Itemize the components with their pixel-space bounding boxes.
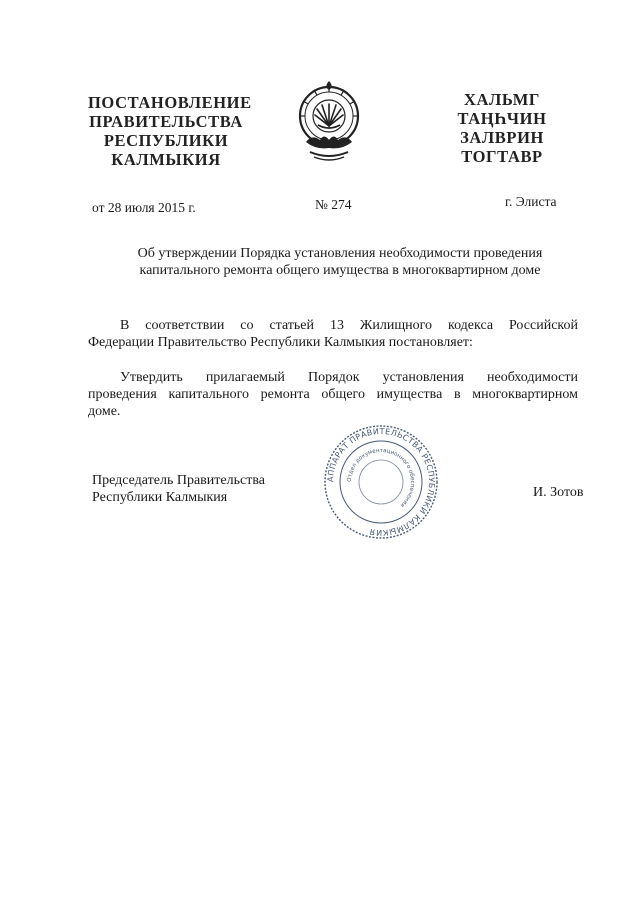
stamp-outer-text: АППАРАТ ПРАВИТЕЛЬСТВА РЕСПУБЛИКИ КАЛМЫКИЯ [325, 426, 437, 538]
header-right-line: ХАЛЬМГ [463, 90, 541, 109]
document-number: № 274 [315, 197, 352, 212]
header-right-title [446, 90, 558, 166]
paragraph-line: Утвердить прилагаемый Порядок установления необходимости [120, 370, 578, 385]
svg-text:Отдел документационного обеспе [347, 448, 415, 508]
header-left-title [88, 93, 252, 169]
signatory-title-line: Председатель Правительства [92, 473, 265, 488]
subject-line: капитального ремонта общего имущества в многоквартирном доме [139, 263, 541, 278]
signatory-name: И. Зотов [533, 485, 584, 500]
body-paragraph-2 [88, 369, 578, 420]
header-right-line: ТАҢҺЧИН [457, 109, 547, 128]
header-left-line: РЕСПУБЛИКИ [103, 131, 229, 150]
stamp-inner-text: Отдел документационного обеспечения [346, 447, 416, 508]
paragraph-line: В соответствии со статьей 13 Жилищного кодекса Российской [120, 318, 578, 333]
header-left-line: КАЛМЫКИЯ [111, 150, 221, 169]
kalmykia-coat-of-arms-icon [296, 78, 362, 164]
svg-text:АППАРАТ ПРАВИТЕЛЬСТВА РЕСПУБЛИ [326, 427, 436, 537]
document-date: от 28 июля 2015 г. [92, 200, 196, 215]
paragraph-line: проведения капитального ремонта общего имущества в многоквартирном [88, 387, 578, 402]
official-stamp [322, 423, 440, 541]
paragraph-line: Федерации Правительство Республики Калмыкия постановляет: [88, 335, 473, 350]
header-right-line: ЗАЛВРИН [460, 128, 544, 147]
header-left-line: ПРАВИТЕЛЬСТВА [89, 112, 243, 131]
header-left-line: ПОСТАНОВЛЕНИЕ [88, 93, 252, 112]
document-subject [110, 245, 570, 279]
document-city: г. Элиста [505, 194, 557, 209]
header-right-line: ТОГТАВР [461, 147, 543, 166]
paragraph-line: доме. [88, 404, 121, 419]
signatory-title [92, 472, 265, 506]
signatory-title-line: Республики Калмыкия [92, 490, 228, 505]
body-paragraph-1 [88, 317, 578, 351]
subject-line: Об утверждении Порядка установления необходимости проведения [137, 246, 543, 261]
